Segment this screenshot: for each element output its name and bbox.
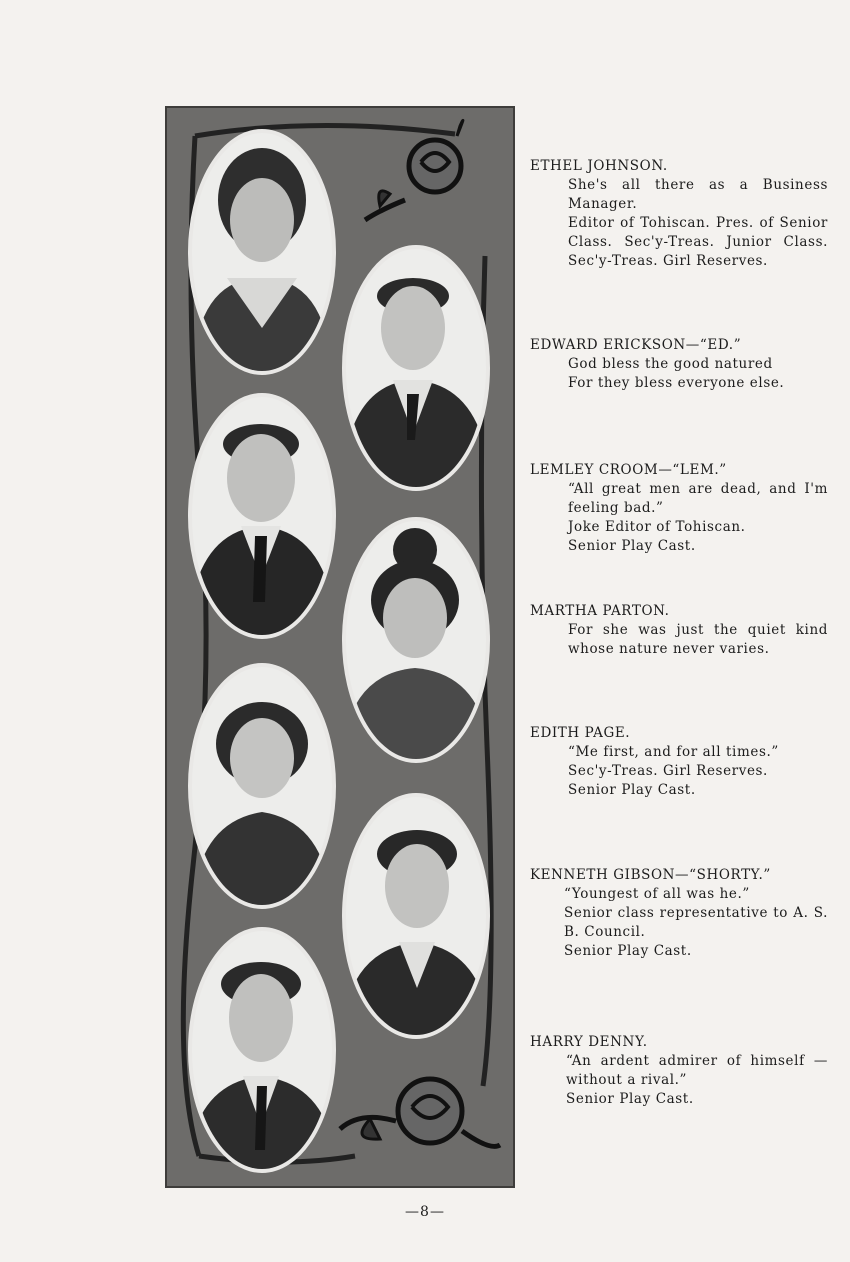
bio-line: “Me first, and for all times.” [568,744,779,760]
bio-line: Senior Play Cast. [568,782,696,798]
bio-line: Senior Play Cast. [564,943,692,959]
bio-line: Joke Editor of Tohiscan. [568,519,746,535]
bio-harry-denny [530,1033,828,1109]
student-name: HARRY DENNY. [530,1034,648,1050]
photo-panel [165,106,515,1188]
bio-line: Senior class representative to A. S. B. Council. [564,905,828,940]
bio-line: “All great men are dead, and I'm feeling bad.” [568,481,828,516]
rose-icon [340,1079,500,1146]
bio-martha-parton [530,602,828,659]
student-name: EDITH PAGE. [530,725,631,741]
portrait-kenneth-gibson [341,792,491,1040]
portrait-martha-parton [341,516,491,764]
portrait-ethel-johnson [187,128,337,376]
bio-line: Senior Play Cast. [566,1091,694,1107]
bio-line: God bless the good natured [568,356,773,372]
bio-line: For they bless everyone else. [568,375,785,391]
bio-edith-page [530,724,828,800]
student-name: EDWARD ERICKSON—“ED.” [530,337,742,353]
portrait-harry-denny [187,926,337,1174]
student-name: ETHEL JOHNSON. [530,158,668,174]
bio-line: Senior Play Cast. [568,538,696,554]
bio-kenneth-gibson [530,866,828,961]
bio-edward-erickson [530,336,828,393]
bio-line: Sec'y-Treas. Girl Reserves. [568,763,768,779]
bio-ethel-johnson [530,157,828,271]
bio-line: “An ardent admirer of himself —without a rival.” [566,1053,828,1088]
page-number: —8— [405,1204,445,1220]
bio-lemley-croom [530,461,828,556]
portrait-lemley-croom [187,392,337,640]
bio-line: Editor of Tohiscan. Pres. of Senior Class. Sec'y-Treas. Junior Class. Sec'y-Treas. Girl Reserves. [568,215,828,269]
bio-line: “Youngest of all was he.” [564,886,750,902]
student-name: MARTHA PARTON. [530,603,670,619]
student-name: KENNETH GIBSON—“SHORTY.” [530,867,771,883]
bio-line: For she was just the quiet kind whose nature never varies. [568,622,828,657]
portrait-edward-erickson [341,244,491,492]
portrait-edith-page [187,662,337,910]
student-name: LEMLEY CROOM—“LEM.” [530,462,727,478]
bio-line: She's all there as a Business Manager. [568,177,828,212]
